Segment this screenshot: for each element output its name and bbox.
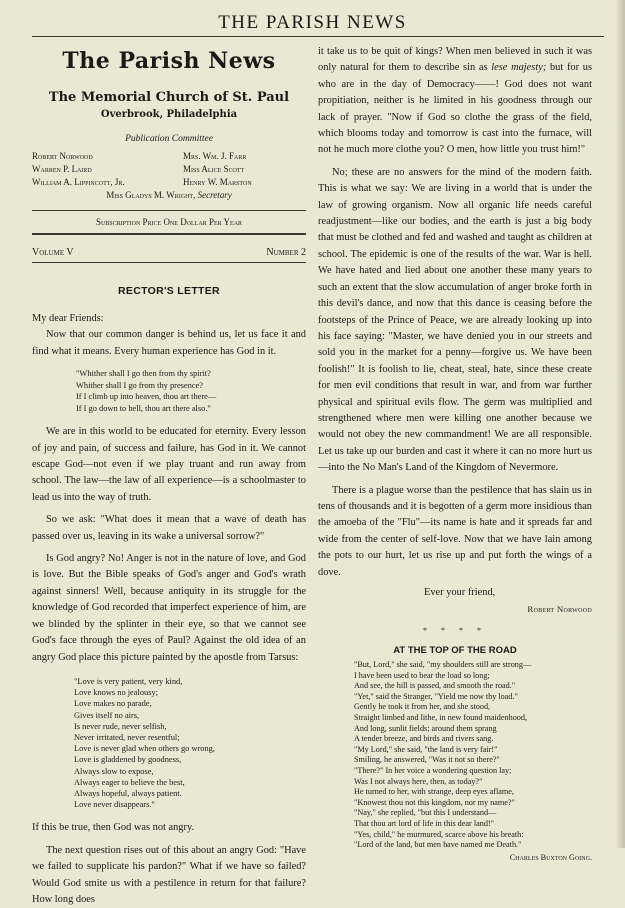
poem-line: That thou art lord of life in this dear land!" [354, 818, 494, 828]
paragraph-2: We are in this world to be educated for eternity. Every lesson of joy and pain, of success and failure, has God in it. We cannot escape God—not even if we play truant and run away from school. The law—the law of all experience—is a schoolmaster to lead us into the way of truth. [32, 426, 306, 503]
volume-label: Volume V [32, 247, 74, 258]
committee-list [32, 150, 306, 189]
secretary-role: Secretary [197, 190, 232, 200]
committee-member: Mrs. Wm. J. Farr [183, 151, 247, 161]
salutation: My dear Friends: [32, 313, 104, 324]
paragraph-1: Now that our common danger is behind us, let us face it and find what it means. Every human experience has God in it. [32, 329, 306, 357]
text-run: but for us who are in the day of Democracy——! God does not want propitiation, neither is he limited in his goodness through our lack of prayer. "Now if God so clothe the grass of the field, which blooms today and tomorrow is cast into the furnace, will not he much more clothe you? O men, how little you trust him!" [318, 62, 592, 156]
quote-line: "Whither shall I go then from thy spirit? [76, 369, 211, 379]
committee-member: Miss Alice Scott [183, 164, 245, 174]
poem-body [354, 660, 592, 851]
quote-line: Always hopeful, always patient. [74, 788, 182, 798]
committee-secretary [32, 189, 306, 202]
quote-line: Never irritated, never resentful; [74, 732, 180, 742]
paragraph-8: There is a plague worse than the pestilence that has slain us in tens of thousands and it is begotten of a germ more insidious than the amoeba of the "Flu"—its name is hate and it spreads far and wide from the center of self-love. Now that we have lain among the pots to our hurt, let us rise up and put forth the wings of a dove. [318, 484, 592, 578]
poem-line: A tender breeze, and birds and rivers sang. [354, 734, 494, 744]
quote-line: Always slow to expose, [74, 766, 154, 776]
page-edge-shadow [615, 0, 625, 848]
running-head: THE PARISH NEWS [218, 12, 407, 33]
masthead-place: Overbrook, Philadelphia [100, 109, 238, 120]
poem-line: And long, sunlit fields; around them sprang [354, 723, 497, 733]
masthead-title: The Parish News [62, 48, 276, 74]
committee-member: Robert Norwood [32, 151, 93, 161]
signature: Robert Norwood [527, 604, 592, 614]
section-ornament: * * * * [423, 626, 487, 635]
quote-line: Love is gladdened by goodness, [74, 755, 182, 765]
poem-title: AT THE TOP OF THE ROAD [393, 645, 517, 656]
committee-title: Publication Committee [125, 134, 213, 144]
header-rule [32, 36, 604, 37]
poem-line: I have been used to bear the load so long; [354, 670, 490, 680]
quote-line: Love is never glad when others go wrong, [74, 744, 215, 754]
paragraph-6-continued [318, 44, 592, 159]
right-column [318, 44, 592, 862]
scripture-quote [76, 368, 306, 414]
poem-line: "There?" In her voice a wondering question lay; [354, 765, 512, 775]
text-run: it take us to be quit of kings? When men believed in such it was only natural for them to describe sin as [318, 46, 592, 74]
quote-line: Gives itself no airs, [74, 710, 140, 720]
committee-member: William A. Lippincott, Jr. [32, 177, 125, 187]
committee-member: Henry W. Marston [183, 177, 252, 187]
paragraph-5: If this be true, then God was not angry. [32, 822, 195, 834]
poem-line: He turned to her, with strange, deep eyes aflame, [354, 787, 514, 797]
italic-phrase: lese majesty; [491, 62, 547, 74]
rectors-letter-heading: RECTOR'S LETTER [118, 285, 220, 297]
paragraph-3: So we ask: "What does it mean that a wave of death has passed over us, leaving in its wake a universal sorrow?" [32, 514, 306, 542]
secretary-name: Miss Gladys M. Wright, [106, 190, 196, 200]
closing: Ever your friend, [424, 587, 496, 598]
poem-line: Straight limbed and lithe, in new found maidenhood, [354, 712, 528, 722]
subscription-price: Subscription Price One Dollar Per Year [95, 217, 243, 227]
quote-line: If I climb up into heaven, thou art there— [76, 392, 217, 402]
poem-author: Charles Buxton Going. [509, 852, 592, 862]
committee-member: Warren P. Laird [32, 164, 92, 174]
quote-line: "Love is very patient, very kind, [74, 676, 183, 686]
quote-line: Whither shall I go from thy presence? [76, 380, 203, 390]
poem-line: Gently he took it from her, and she stood, [354, 702, 491, 712]
volume-number-row [32, 234, 306, 263]
paragraph-7: No; these are no answers for the mind of the modern faith. This is what we say: We are living in a world that is under the law of growing organism. Now all organic life needs careful readjustment—like our bodies, and the earth is just a big body that must be clothed and fed and washed and taught as children at school. The epidemic is one of the results of the war. War is hell. We have hated and lied about one another these many years to such an extent that the slow accumulation of anger broke forth in this devil's dance, and now that this dance is ceasing before the footsteps of the Prince of Peace, we are already looking up into his face saying: "Master, we have denied you in our streets and sold you in the market for a penny—forgive us. We have been foolish!" It is foolish to lie, cheat, steal, hate, since these create for men evil conditions that result in war, and from war further physical and spiritual evils flow. The germ was multiplied and strengthened where men were killing one another because we would not obey the new commandment! We are all responsible. Let us take up our burden and cast it where it can no more hurt us—into the No Man's Land of the Kingdom of Nevermore. [318, 166, 592, 474]
poem-line: "Yet," said the Stranger, "Yield me now thy load." [354, 691, 518, 701]
poem-line: "My Lord," she said, "the land is very fair!" [354, 744, 498, 754]
love-passage-quote [74, 676, 306, 810]
paragraph-6: The next question rises out of this about an angry God: "Have we failed to supplicate his pardon?" What if we have so failed? Would God smite us with a pestilence in return for that failure? How long does [32, 844, 306, 905]
paragraph-4: Is God angry? No! Anger is not in the nature of love, and God is love. But the Bible speaks of God's anger and God's wrath against sinners! Well, because antiquity in its struggle for the knowledge of God recorded that imperfect experience of him, are we blinded by the splinter in their eye, so that we cannot see God's face through the eyes of Paul? Against the old idea of an angry God place this picture painted by the apostle from Tarsus: [32, 553, 306, 663]
poem-line: And see, the hill is passed, and smooth the road." [354, 681, 516, 691]
poem-line: "Yes, child," he murmured, scarce above his breath: [354, 829, 524, 839]
poem-line: "Lord of the land, but men have named me Death." [354, 840, 522, 850]
quote-line: Is never rude, never selfish, [74, 721, 167, 731]
poem-line: "But, Lord," she said, "my shoulders still are strong— [354, 660, 532, 669]
quote-line: Always eager to believe the best, [74, 777, 185, 787]
poem-line: Was I not always here, then, as today?" [354, 776, 483, 786]
masthead [32, 40, 306, 234]
quote-line: If I go down to hell, thou art there also." [76, 403, 211, 413]
masthead-church: The Memorial Church of St. Paul [48, 90, 290, 105]
left-column [32, 40, 306, 908]
quote-line: Love makes no parade, [74, 699, 152, 709]
quote-line: Love knows no jealousy; [74, 688, 158, 698]
quote-line: Love never disappears." [74, 800, 155, 810]
poem-line: Smiling, he answered, "Was it not so there?" [354, 755, 500, 765]
number-label: Number 2 [266, 247, 306, 258]
poem-line: "Nay," she replied, "but this I understand— [354, 808, 497, 818]
poem-line: "Knowest thou not this kingdom, nor my name?" [354, 797, 515, 807]
